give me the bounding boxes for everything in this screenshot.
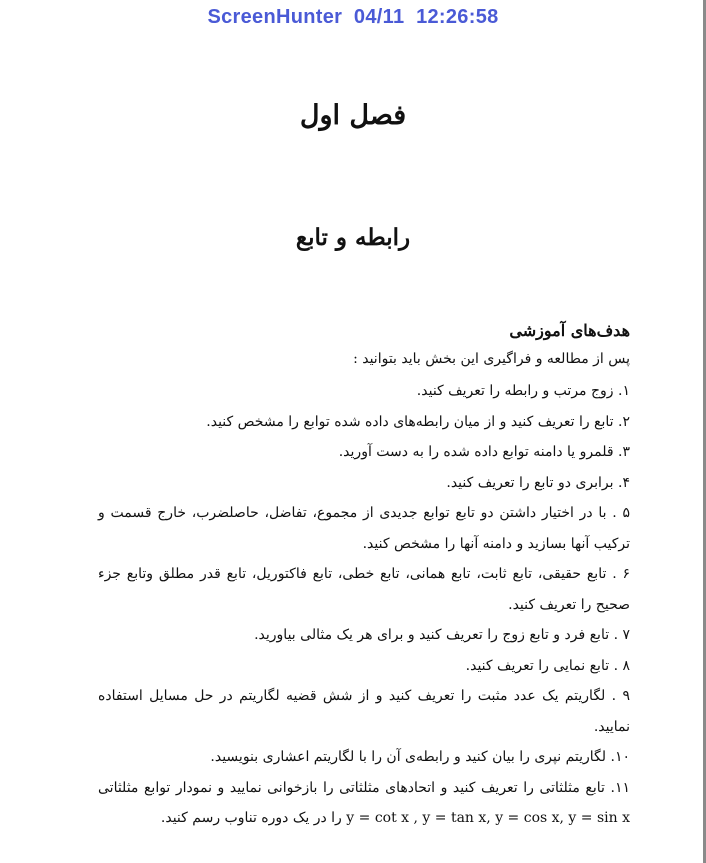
objective-item-9	[98, 681, 630, 742]
objective-item-8	[98, 651, 630, 682]
chapter-title: فصل اول	[299, 100, 407, 131]
objective-number: ۱۱.	[610, 779, 631, 796]
objective-text: تابع مثلثاتی را تعریف کنید و اتحادهای مثلثاتی را بازخوانی نمایید و نمودار توابع مثلثاتی	[98, 779, 605, 796]
objectives-section	[98, 316, 630, 834]
objective-item-4	[98, 468, 630, 499]
objective-item-6	[98, 559, 630, 620]
screen-capture-stamp: ScreenHunter 04/11 12:26:58	[207, 6, 499, 28]
objective-number: ۲.	[618, 413, 630, 430]
objective-item-5	[98, 498, 630, 559]
objective-item-10	[98, 742, 630, 773]
objective-item-1	[98, 376, 630, 407]
objective-text: تابع را تعریف کنید و از میان رابطه‌های داده شده توابع را مشخص کنید.	[206, 413, 614, 430]
objective-number: ۳.	[618, 444, 630, 460]
objective-text: برابری دو تابع را تعریف کنید.	[446, 474, 614, 491]
objective-text: زوج مرتب و رابطه را تعریف کنید.	[416, 383, 614, 399]
objective-item-2	[98, 407, 630, 438]
objective-text: لگاریتم یک عدد مثبت را تعریف کنید و از شش قضیه لگاریتم در حل مسایل استفاده نمایید.	[98, 688, 630, 735]
objective-item-7	[98, 620, 630, 651]
chapter-subtitle: رابطه و تابع	[295, 224, 411, 251]
objective-text: تابع حقیقی، تابع ثابت، تابع همانی، تابع خطی، تابع فاکتوریل، تابع قدر مطلق وتابع جزء صحیح را تعریف کنید.	[98, 566, 630, 613]
objective-number: ۹ .	[611, 688, 630, 704]
objective-number: ۵ .	[612, 505, 631, 521]
objective-number: ۱۰.	[610, 749, 630, 765]
objective-number: ۶ .	[612, 566, 630, 582]
objective-number: ۱.	[618, 383, 630, 399]
objective-item-11	[98, 773, 630, 834]
objective-item-3	[98, 437, 630, 468]
objective-text-continued: را در یک دوره تناوب رسم کنید.	[160, 810, 342, 826]
objective-text: قلمرو یا دامنه توابع داده شده را به دست آورید.	[338, 444, 614, 460]
objective-number: ۷ .	[613, 627, 630, 643]
objective-number: ۸ .	[613, 657, 630, 674]
objective-number: ۴.	[618, 474, 630, 491]
objective-text: تابع فرد و تابع زوج را تعریف کنید و برای هر یک مثالی بیاورید.	[254, 627, 610, 643]
objectives-intro: پس از مطالعه و فراگیری این بخش باید بتوانید :	[353, 351, 630, 367]
objective-text: لگاریتم نپری را بیان کنید و رابطه‌ی آن را با لگاریتم اعشاری بنویسید.	[210, 749, 607, 765]
section-heading: هدف‌های آموزشی	[509, 321, 630, 340]
objective-text: با در اختیار داشتن دو تابع توابع جدیدی از مجموع، تفاضل، حاصلضرب، خارج قسمت و ترکیب آنها بسازید و دامنه آنها را مشخص کنید.	[98, 505, 630, 552]
objectives-list	[98, 376, 630, 834]
trig-functions-formula: y = cot x , y = tan x, y = cos x, y = sin x	[346, 810, 630, 826]
objective-text: تابع نمایی را تعریف کنید.	[465, 657, 610, 674]
